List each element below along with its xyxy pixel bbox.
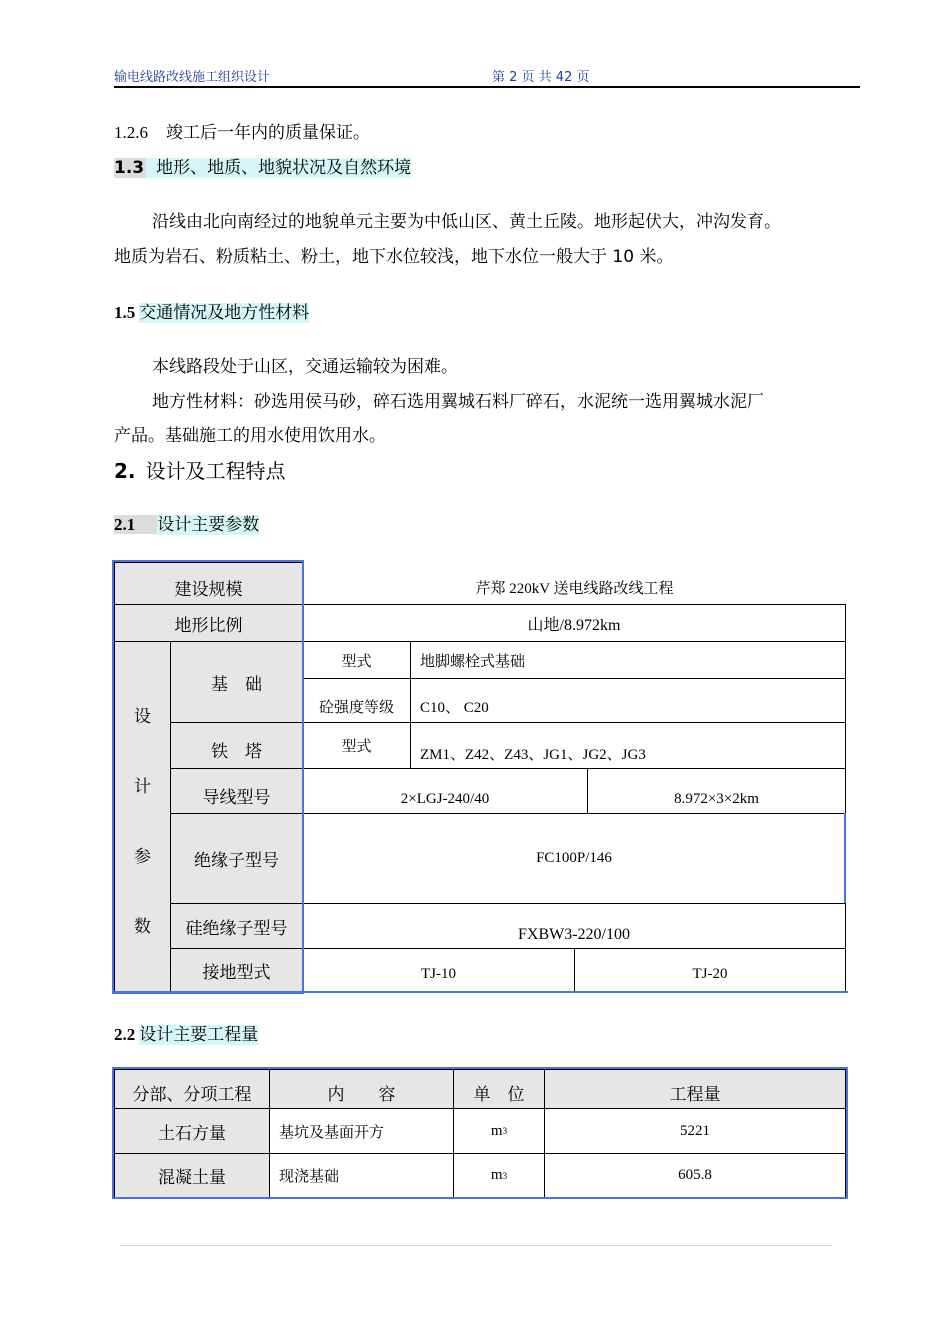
table22-header-unit: 单 位 xyxy=(453,1069,545,1109)
table21-foundation-type-label: 型式 xyxy=(302,641,411,679)
section-21-title: 设计主要参数 xyxy=(157,515,260,535)
design-params-char-3: 参 xyxy=(134,847,151,867)
table21-foundation-type: 地脚螺栓式基础 xyxy=(410,641,846,679)
table22-row1-unit-base: m xyxy=(490,1122,503,1139)
design-params-char-2: 计 xyxy=(134,777,151,797)
section-21-heading xyxy=(114,513,259,537)
table22-row1-content: 基坑及基面开方 xyxy=(269,1108,454,1154)
design-params-char-1: 设 xyxy=(134,707,151,727)
table21-silicone-insulator-label: 硅绝缘子型号 xyxy=(170,903,303,949)
table21-foundation-label: 基 础 xyxy=(170,641,303,723)
section-13-heading xyxy=(114,156,411,180)
header-rule xyxy=(114,86,860,88)
table22-row2-unit-sup: 3 xyxy=(502,1170,508,1181)
table22-header-item: 分部、分项工程 xyxy=(114,1069,270,1109)
section-22-title: 设计主要工程量 xyxy=(139,1025,259,1045)
section-15-para2-line2: 产品。基础施工的用水使用饮用水。 xyxy=(114,426,386,446)
table21-scale-value-text: 芹郑 220kV 送电线路改线工程 xyxy=(475,580,674,597)
table22-row1-unit xyxy=(453,1108,545,1154)
table22-row2-unit-base: m xyxy=(490,1167,503,1183)
footer-rule xyxy=(120,1245,832,1246)
section-126 xyxy=(114,122,370,144)
table22-row2-content: 现浇基础 xyxy=(269,1153,454,1198)
table21-conductor-length: 8.972×3×2km xyxy=(587,768,846,814)
table21-tower-type-label: 型式 xyxy=(302,722,411,769)
design-params-char-4: 数 xyxy=(134,917,151,937)
table22-header-content: 内 容 xyxy=(269,1069,454,1109)
section-13-para-line2: 地质为岩石、粉质粘土、粉土，地下水位较浅，地下水位一般大于 10 米。 xyxy=(114,247,674,267)
table21-concrete-grade: C10、 C20 xyxy=(410,678,846,723)
section-2-num: 2. xyxy=(114,459,136,483)
header-page-info: 第 2 页 共 42 页 xyxy=(492,70,590,85)
section-21-num: 2.1 xyxy=(114,515,157,534)
section-15-para1: 本线路段处于山区，交通运输较为困难。 xyxy=(152,357,458,377)
section-13-title: 地形、地质、地貌状况及自然环境 xyxy=(146,158,411,178)
table21-grounding-type2: TJ-20 xyxy=(574,948,846,993)
table21-scale-value xyxy=(302,562,846,605)
table21-scale-label: 建设规模 xyxy=(114,562,303,605)
table21-conductor-label: 导线型号 xyxy=(170,768,303,814)
section-126-num: 1.2.6 xyxy=(114,123,148,142)
header-doc-title: 输电线路改线施工组织设计 xyxy=(114,70,271,85)
table21-terrain-label: 地形比例 xyxy=(114,604,303,642)
table21-design-params-label xyxy=(114,641,171,993)
section-15-num: 1.5 xyxy=(114,303,136,322)
table22-row1-item: 土石方量 xyxy=(114,1108,270,1154)
table22-row2-qty: 605.8 xyxy=(544,1153,846,1198)
table21-insulator-model: FC100P/146 xyxy=(302,813,846,904)
section-2-title: 设计及工程特点 xyxy=(145,459,286,483)
table21-grounding-type1: TJ-10 xyxy=(302,948,575,993)
table21-tower-label: 铁 塔 xyxy=(170,722,303,769)
table22-row1-unit-sup: 3 xyxy=(502,1126,508,1136)
section-15-title: 交通情况及地方性材料 xyxy=(139,303,310,323)
section-22-heading xyxy=(114,1023,258,1047)
table22-row2-unit xyxy=(453,1153,545,1198)
section-22-num: 2.2 xyxy=(114,1025,136,1044)
table21-insulator-label: 绝缘子型号 xyxy=(170,813,303,904)
table21-conductor-model: 2×LGJ-240/40 xyxy=(302,768,588,814)
table22-row2-item: 混凝土量 xyxy=(114,1153,270,1198)
table21-silicone-insulator-model: FXBW3-220/100 xyxy=(302,903,846,949)
table21-concrete-grade-label: 砼强度等级 xyxy=(302,678,411,723)
table21-terrain-value: 山地/8.972km xyxy=(302,604,846,642)
table22-row1-qty: 5221 xyxy=(544,1108,846,1154)
table22-header-qty: 工程量 xyxy=(544,1069,846,1109)
section-2-heading xyxy=(114,457,286,485)
table21-grounding-label: 接地型式 xyxy=(170,948,303,993)
section-126-text: 竣工后一年内的质量保证。 xyxy=(166,123,370,143)
table21-tower-types: ZM1、Z42、Z43、JG1、JG2、JG3 xyxy=(410,722,846,769)
section-13-num: 1.3 xyxy=(114,158,145,178)
section-15-heading xyxy=(114,301,309,325)
section-13-para-line1: 沿线由北向南经过的地貌单元主要为中低山区、黄土丘陵。地形起伏大，冲沟发育。 xyxy=(152,212,781,232)
section-15-para2-line1: 地方性材料：砂选用侯马砂，碎石选用翼城石料厂碎石，水泥统一选用翼城水泥厂 xyxy=(152,392,764,412)
